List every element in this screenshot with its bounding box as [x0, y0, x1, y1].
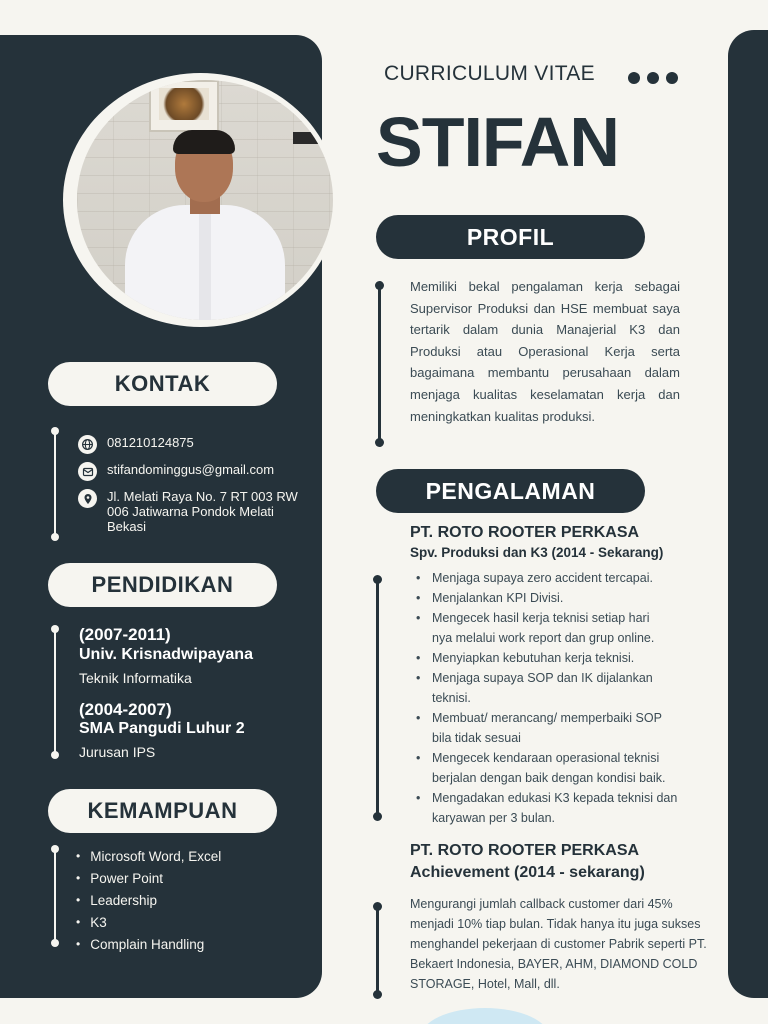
- duty-item: • Membuat/ merancang/ memperbaiki SOP bila tidak sesuai: [414, 708, 664, 748]
- achievement-timeline: [376, 906, 379, 996]
- timeline-dot: [375, 438, 384, 447]
- contact-email: stifandominggus@gmail.com: [107, 462, 275, 477]
- timeline-dot: [373, 990, 382, 999]
- job-2-description: Mengurangi jumlah callback customer dari 45% menjadi 10% tiap bulan. Tidak hanya itu juga sukses menghandel pekerjaan di customer Pabrik seperti PT. Bekaert Indonesia, BAYER, AHM, DIAMOND COLD STORAGE, Hotel, Mall, dll.: [410, 897, 707, 991]
- document-label: CURRICULUM VITAE: [384, 62, 595, 85]
- globe-icon: [78, 435, 97, 454]
- contact-address: Jl. Melati Raya No. 7 RT 003 RW 006 Jatiwarna Pondok Melati Bekasi: [107, 489, 298, 534]
- contact-email-row: [78, 462, 274, 481]
- timeline-dot: [373, 812, 382, 821]
- contact-timeline: [54, 430, 56, 536]
- timeline-dot: [51, 533, 59, 541]
- skill-item: • Microsoft Word, Excel: [76, 845, 221, 867]
- education-1-years: (2007-2011): [79, 625, 171, 644]
- timeline-dot: [51, 427, 59, 435]
- profile-summary: Memiliki bekal pengalaman kerja sebagai Supervisor Produksi dan HSE membuat saya tertarik dalam dunia Manajerial K3 dan Produksi atau Operasional Kerja serta bagaimana membantu perusahaan dalam menjaga kualitas keselamatan kerja dan meningkatkan kualitas produksi.: [410, 279, 680, 424]
- education-2-school: SMA Pangudi Luhur 2: [79, 720, 245, 737]
- skills-timeline: [54, 848, 56, 942]
- duty-item: • Mengecek kendaraan operasional teknisi berjalan dengan baik dengan kondisi baik.: [414, 748, 694, 788]
- skill-item: • Power Point: [76, 867, 221, 889]
- wall-frame-picture: [149, 80, 219, 132]
- education-timeline: [54, 628, 56, 754]
- top-margin: [0, 0, 322, 35]
- job-1-company: PT. ROTO ROOTER PERKASA: [410, 524, 640, 541]
- skill-item: • Complain Handling: [76, 933, 221, 955]
- job-1-role: Spv. Produksi dan K3 (2014 - Sekarang): [410, 545, 664, 560]
- profile-section-title: PROFIL: [376, 215, 645, 259]
- contact-phone: 081210124875: [107, 435, 194, 450]
- experience-timeline: [376, 580, 379, 818]
- location-pin-icon: [78, 489, 97, 508]
- education-1-school: Univ. Krisnadwipayana: [79, 646, 253, 663]
- education-section-title: PENDIDIKAN: [48, 563, 277, 607]
- contact-phone-row: [78, 435, 194, 454]
- education-2-years: (2004-2007): [79, 700, 172, 719]
- timeline-dot: [373, 575, 382, 584]
- skill-item: • Leadership: [76, 889, 221, 911]
- timeline-dot: [51, 751, 59, 759]
- timeline-dot: [51, 939, 59, 947]
- skills-section-title: KEMAMPUAN: [48, 789, 277, 833]
- timeline-dot: [51, 845, 59, 853]
- decor-dots: [628, 72, 678, 84]
- mail-icon: [78, 462, 97, 481]
- duty-item: • Mengecek hasil kerja teknisi setiap hari nya melalui work report dan grup online.: [414, 608, 664, 648]
- job-2-role: Achievement (2014 - sekarang): [410, 864, 645, 881]
- job-2-company: PT. ROTO ROOTER PERKASA: [410, 842, 640, 859]
- timeline-dot: [375, 281, 384, 290]
- profile-timeline: [378, 284, 381, 444]
- bottom-decor-arc: [420, 1008, 550, 1024]
- contact-section-title: KONTAK: [48, 362, 277, 406]
- profile-photo: [77, 80, 333, 320]
- job-1-duties: [414, 568, 714, 828]
- person-name: STIFAN: [376, 103, 619, 181]
- duty-item: • Mengadakan edukasi K3 kepada teknisi dan karyawan per 3 bulan.: [414, 788, 684, 828]
- timeline-dot: [51, 625, 59, 633]
- skills-list: [76, 845, 221, 955]
- timeline-dot: [373, 902, 382, 911]
- right-decor-strip: [728, 30, 768, 998]
- duty-item: • Menjalankan KPI Divisi.: [414, 588, 714, 608]
- duty-item: • Menjaga supaya zero accident tercapai.: [414, 568, 714, 588]
- education-2-major: Jurusan IPS: [79, 744, 156, 760]
- duty-item: • Menjaga supaya SOP dan IK dijalankan teknisi.: [414, 668, 664, 708]
- contact-address-row: [78, 489, 312, 534]
- duty-item: • Menyiapkan kebutuhan kerja teknisi.: [414, 648, 714, 668]
- education-1-major: Teknik Informatika: [79, 670, 192, 686]
- experience-section-title: PENGALAMAN: [376, 469, 645, 513]
- skill-item: • K3: [76, 911, 221, 933]
